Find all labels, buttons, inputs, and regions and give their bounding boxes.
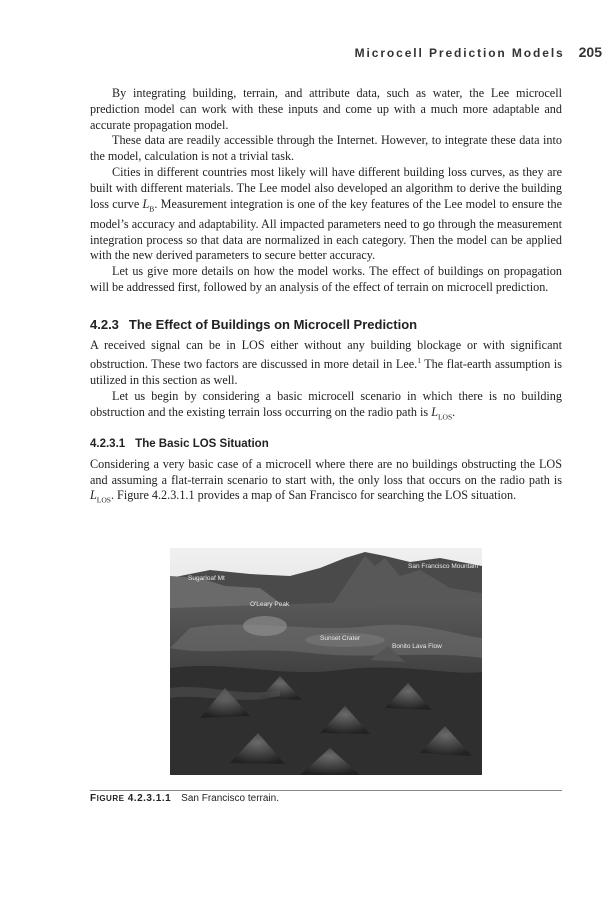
figure-number: 4.2.3.1.1 xyxy=(127,793,172,804)
terrain-image xyxy=(170,548,482,775)
text-run: The flat-earth assumption is utilized in this section as well. xyxy=(90,357,562,388)
place-label: Sugarloaf Mt xyxy=(188,575,225,582)
running-head-title: Microcell Prediction Models xyxy=(354,46,565,60)
caption-rule xyxy=(90,790,562,791)
text-run: . Figure 4.2.3.1.1 provides a map of San Francisco for searching the LOS situation. xyxy=(110,488,517,503)
terrain-illustration xyxy=(170,548,482,775)
math-subscript: B xyxy=(149,204,155,214)
paragraph: By integrating building, terrain, and attribute data, such as water, the Lee microcell prediction model can work with these inputs and come up with a much more adaptable and accurate propagation model. xyxy=(90,86,562,132)
figure-label-smallcaps: IGURE xyxy=(96,794,125,803)
math-subscript: LOS xyxy=(96,495,111,505)
subsection-heading xyxy=(90,437,562,453)
place-label: Sunset Crater xyxy=(320,635,361,642)
paragraph xyxy=(90,457,562,509)
citation-ref: 1 xyxy=(417,356,421,366)
paragraph xyxy=(90,165,562,264)
place-label: Bonito Lava Flow xyxy=(392,643,442,650)
caption-text: San Francisco terrain. xyxy=(181,793,279,804)
subsection-title: The Basic LOS Situation xyxy=(135,438,269,451)
text-run: . xyxy=(452,404,456,419)
place-label: O'Leary Peak xyxy=(250,601,290,608)
text-run: Cities in different countries most likely will have different building loss curves, as they are built with different materials. The Lee model also developed an algorithm to derive the building loss curve xyxy=(90,164,562,211)
text-run: Considering a very basic case of a microcell where there are no buildings obstructing the LOS and assuming a flat-terrain scenario to start with, the only loss that occurs on the radio path is xyxy=(90,456,562,487)
page-number: 205 xyxy=(578,44,602,60)
subsection-number: 4.2.3.1 xyxy=(90,438,126,451)
math-var: L xyxy=(90,488,97,503)
body-text xyxy=(90,86,562,509)
math-var: L xyxy=(142,196,150,211)
running-head xyxy=(0,44,602,60)
figure-label xyxy=(90,793,171,804)
math-subscript: LOS xyxy=(437,412,453,422)
paragraph xyxy=(90,389,562,425)
text-run: A received signal can be in LOS either without any building blockage or with significant obstruction. These two factors are discussed in more detail in Lee. xyxy=(90,337,562,372)
text-run: . Measurement integration is one of the key features of the Lee model to ensure the model’s accuracy and adaptability. All impacted parameters need to go through the measurement integration process so that data are normalized in each category. Then the model can be applied with the new derived parameters to secure better accuracy. xyxy=(90,196,562,263)
place-label: San Francisco Mountain xyxy=(408,563,479,570)
section-heading xyxy=(90,317,562,333)
paragraph: These data are readily accessible through the Internet. However, to integrate these data into the model, calculation is not a trivial task. xyxy=(90,133,562,164)
paragraph xyxy=(90,338,562,389)
paragraph: Let us give more details on how the model works. The effect of buildings on propagation will be addressed first, followed by an analysis of the effect of terrain on microcell prediction. xyxy=(90,264,562,294)
figure-caption xyxy=(90,793,279,804)
section-title: The Effect of Buildings on Microcell Prediction xyxy=(128,316,418,332)
section-number: 4.2.3 xyxy=(90,316,119,332)
text-run: Let us begin by considering a basic microcell scenario in which there is no building obstruction and the existing terrain loss occurring on the radio path is xyxy=(90,389,562,419)
figure-label-cap: F xyxy=(90,793,97,804)
math-var: L xyxy=(431,404,438,419)
